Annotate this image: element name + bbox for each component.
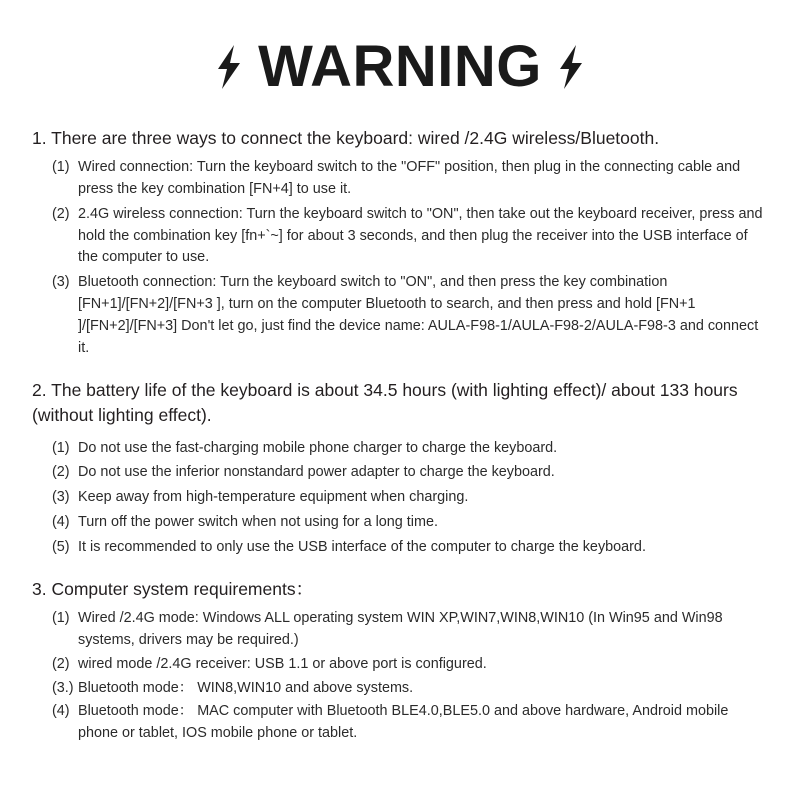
list-item-marker: (1)	[52, 158, 74, 175]
section-heading-text: The battery life of the keyboard is about 34.5 hours (with lighting effect)/ about 133 hours (without lighting effect).	[32, 379, 738, 425]
list-item-text: Bluetooth connection: Turn the keyboard switch to "ON", and then press the key combination [FN+1]/[FN+2]/[FN+3 ], turn on the computer Bluetooth to search, and then press and hold [FN+1 ]/[FN+2]/[FN+3] Don't let go, just find the device name: AULA-F98-1/AULA-F98-2/AULA-F98-3 and connect it.	[78, 274, 759, 356]
section-battery-life	[30, 378, 770, 559]
list-item	[52, 157, 770, 201]
list-item-marker: (3.)	[52, 679, 78, 696]
section-items	[30, 157, 770, 360]
section-heading-text: Computer system requirements：	[51, 579, 314, 599]
section-heading-text: There are three ways to connect the keyboard: wired /2.4G wireless/Bluetooth.	[51, 128, 660, 148]
list-item	[52, 204, 770, 270]
list-item-marker: (4)	[52, 703, 74, 720]
list-item-text: 2.4G wireless connection: Turn the keyboard switch to "ON", then take out the keyboard receiver, press and hold the combination key [fn+`~] for about 3 seconds, and then plug the receiver into the USB interface of the computer to use.	[78, 205, 763, 266]
list-item	[52, 701, 770, 745]
list-item-text: Wired connection: Turn the keyboard switch to the "OFF" position, then plug in the connecting cable and press the key combination [FN+4] to use it.	[78, 158, 741, 197]
list-item-text: Keep away from high-temperature equipment when charging.	[78, 489, 469, 506]
list-item-text: Turn off the power switch when not using for a long time.	[78, 514, 438, 531]
list-item-text: It is recommended to only use the USB interface of the computer to charge the keyboard.	[78, 539, 646, 556]
list-item	[52, 487, 770, 509]
list-item-marker: (3)	[52, 274, 74, 291]
list-item-marker: (2)	[52, 464, 74, 481]
section-number: 3.	[32, 579, 52, 599]
list-item	[52, 462, 770, 484]
list-item	[52, 654, 770, 676]
list-item-marker: (3)	[52, 489, 74, 506]
list-item-text: Do not use the fast-charging mobile phone charger to charge the keyboard.	[78, 439, 558, 456]
list-item-marker: (1)	[52, 609, 74, 626]
list-item	[52, 608, 770, 652]
list-item-marker: (5)	[52, 539, 74, 556]
list-item-text: Bluetooth mode： MAC computer with Bluetooth BLE4.0,BLE5.0 and above hardware, Android mobile phone or tablet, IOS mobile phone or tablet.	[78, 703, 729, 742]
list-item-text: Wired /2.4G mode: Windows ALL operating system WIN XP,WIN7,WIN8,WIN10 (In Win95 and Win98 systems, drivers may be required.)	[78, 609, 723, 648]
section-system-requirements	[30, 577, 770, 745]
section-connection-methods	[30, 126, 770, 360]
lightning-bolt-icon	[558, 45, 584, 89]
page-title: WARNING	[258, 34, 542, 99]
section-items	[30, 438, 770, 559]
list-item	[52, 512, 770, 534]
list-item-marker: (1)	[52, 439, 74, 456]
list-item	[52, 537, 770, 559]
list-item-marker: (2)	[52, 205, 74, 222]
section-items	[30, 608, 770, 745]
section-number: 1.	[32, 128, 52, 148]
list-item	[52, 678, 770, 700]
list-item-text: Bluetooth mode： WIN8,WIN10 and above systems.	[78, 679, 414, 696]
list-item	[52, 272, 770, 360]
list-item	[52, 438, 770, 460]
warning-header	[30, 34, 770, 99]
section-number: 2.	[32, 379, 52, 400]
lightning-bolt-icon	[216, 45, 242, 89]
list-item-marker: (4)	[52, 514, 74, 531]
section-heading	[30, 378, 770, 428]
section-heading	[30, 126, 770, 151]
list-item-text: wired mode /2.4G receiver: USB 1.1 or above port is configured.	[78, 655, 487, 672]
section-heading	[30, 577, 770, 602]
list-item-marker: (2)	[52, 655, 74, 672]
list-item-text: Do not use the inferior nonstandard power adapter to charge the keyboard.	[78, 464, 555, 481]
